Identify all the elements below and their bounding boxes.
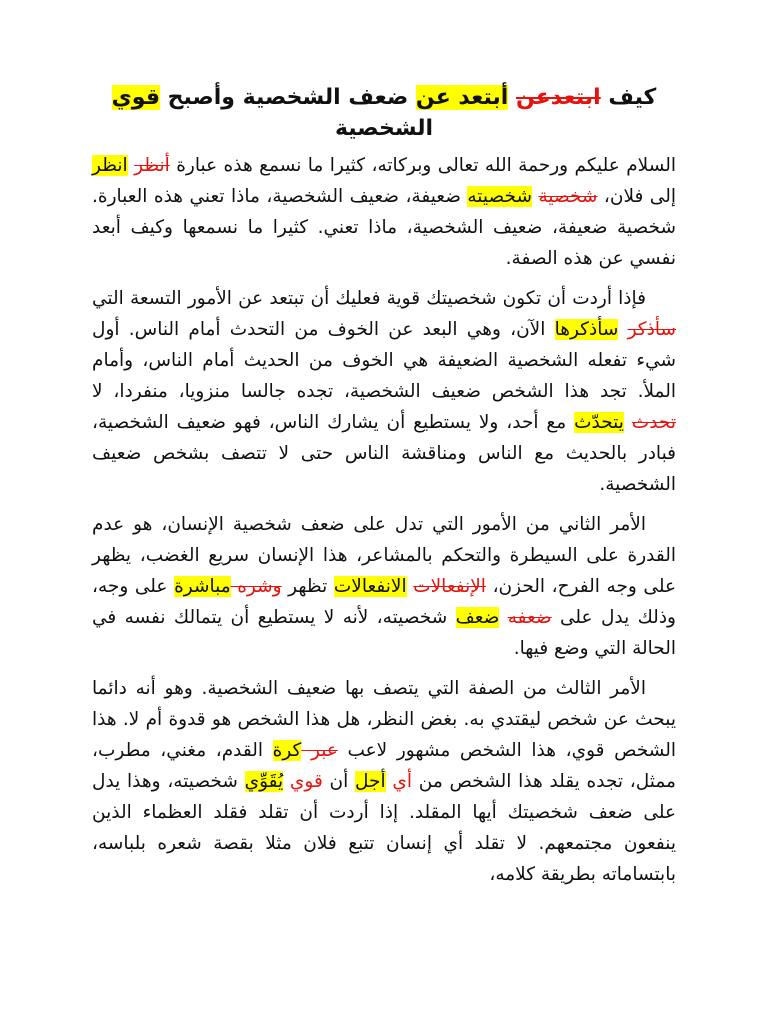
document-title [92,82,676,144]
highlighted-correction: أبتعد عن [415,85,509,110]
body-text: مع أحد، ولا يستطيع أن يشارك الناس، فهو ضعيف الشخصية، فبادر بالحديث مع الناس ومناقشة الناس حتى لا تتصف بشخص ضعيف الشخصية. [92,412,676,495]
title-text: كيف [600,85,657,110]
highlighted-correction: كرة [272,740,302,761]
deleted-text: تحدث [631,412,677,433]
highlighted-correction: سأذكرها [554,319,619,340]
deleted-text: شخصية [538,186,598,207]
body-text: فإذا أردت أن تكون شخصيتك قوية فعليك أن تبتعد عن الأمور التسعة التي [92,288,646,309]
deleted-text: ابتعدعن [515,85,601,110]
deleted-text: عبر [301,740,338,761]
deleted-text: وشره [230,576,282,597]
body-text: القدم، مغني، مطرب، ممثل، تجده يقلد هذا الشخص من [92,740,676,792]
highlighted-correction: مباشرة [174,576,231,597]
deleted-text: الإنفعالات [413,576,486,597]
body-text: الأمر الثاني من الأمور التي تدل على ضعف شخصية الإنسان، هو عدم القدرة على السيطرة والتحكم بالمشاعر، هذا الإنسان سريع الغضب، يظهر على وجه الفرح، الحزن، [92,514,677,597]
body-text [618,319,627,340]
highlighted-correction: ضعف [455,607,500,628]
highlighted-correction: أجل [355,771,386,792]
body-text: شخصيته، لأنه لا يستطيع أن يتمالك نفسه في الحالة التي وضع فيها. [92,607,676,659]
body-text: السلام عليكم ورحمة الله تعالى وبركاته، كثيرا ما نسمع هذه عبارة [169,155,676,176]
deleted-text: ضعفه [507,607,552,628]
paragraph-third-point [92,673,676,890]
body-text [624,412,632,433]
body-text: الآن، وهي البعد عن الخوف من التحدث أمام الناس. أول شيء تفعله الشخصية الضعيفة هي الخوف من الحديث أمام الناس، وأمام الملأ. تجد هذا الشخص ضعيف الشخصية، تجده جالسا منزويا، منفردا، لا [92,319,676,402]
highlighted-correction: يُقَوِّي [244,771,284,792]
body-text [499,607,507,628]
body-text: الأمر الثالث من الصفة التي يتصف بها ضعيف الشخصية. وهو أنه دائما يبحث عن شخص ليقتدي به. بغض النظر، هل هذا الشخص هو قدوة أم لا. هذا الشخص قوي، هذا الشخص مشهور لاعب [92,678,677,761]
deleted-text: أنظر [134,155,170,176]
highlighted-correction: شخصيته [467,186,532,207]
paragraph-intro [92,150,676,274]
body-text [283,771,290,792]
paragraph-second-point [92,509,676,664]
body-text: ضعيفة، ضعيف الشخصية، ماذا تعني هذه العبارة. شخصية ضعيفة، ضعيف الشخصية، ماذا تعني. كثيرا ما نسمعها وكيف أبعد نفسي عن هذه الصفة. [92,186,676,269]
title-text [508,85,516,110]
deleted-text: سأذكر [627,319,676,340]
title-text: ضعف الشخصية وأصبح [160,85,416,110]
highlighted-correction: يتحدّث [574,412,624,433]
body-text: أن [322,771,356,792]
title-text: الشخصية [334,116,434,141]
flagged-text: قوي [289,771,323,792]
body-text: على وجه، وذلك يدل على [92,576,676,628]
paragraph-first-point [92,283,676,500]
flagged-text: أي [392,771,412,792]
highlighted-correction: الانفعالات [333,576,407,597]
highlighted-correction: قوي [111,85,161,110]
body-text: تظهر [281,576,334,597]
highlighted-correction: انظر [92,155,128,176]
body-text: شخصيته، وهذا يدل على ضعف شخصيتك أيها المقلد. إذا أردت أن تقلد فقلد العظماء الذين ينفعون مجتمعهم. لا تقلد أي إنسان تتبع فلان مثلا بقصة شعره بلباسه، بابتساماته بطريقة كلامه، [92,771,676,885]
body-text: إلى فلان، [597,186,676,207]
